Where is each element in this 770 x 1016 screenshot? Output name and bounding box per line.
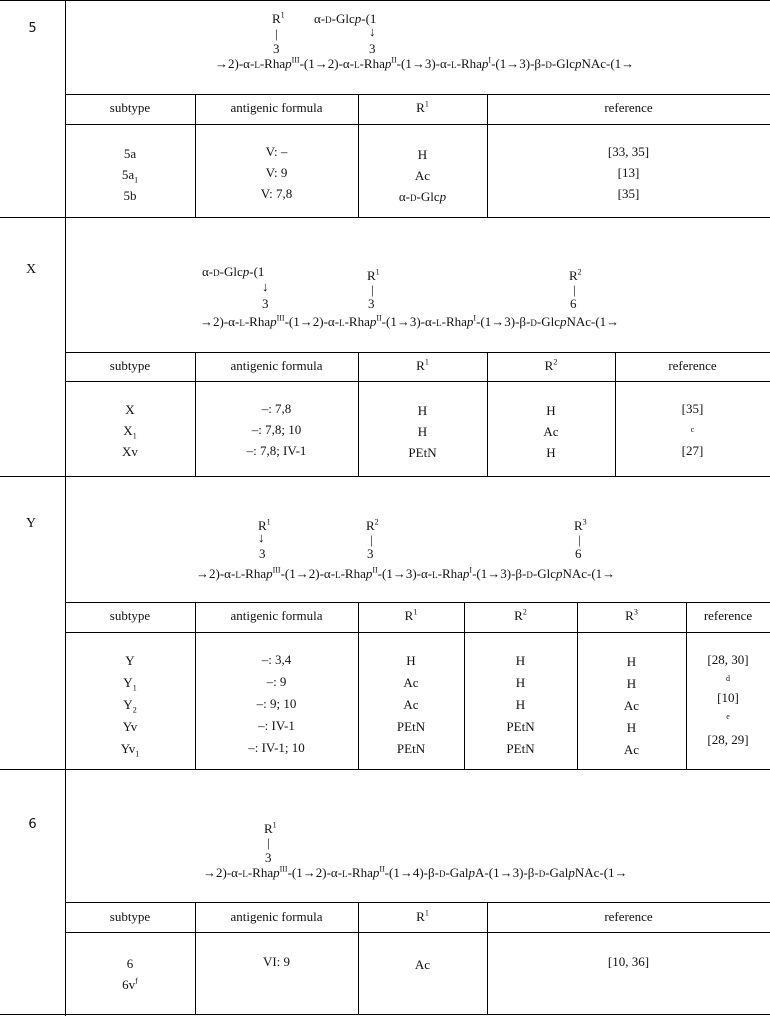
table-cell-reference: [28, 29] (707, 732, 749, 747)
secX-sub-r2: $R^2$ (569, 267, 582, 283)
secX-col-r1 (358, 400, 487, 463)
sec6-header-reference: reference (604, 909, 653, 924)
table-cell-r3: Ac (623, 698, 640, 713)
secY-header-subtype: subtype (109, 608, 151, 623)
footnote-marker: e (726, 712, 730, 721)
secY-col-r2 (464, 650, 577, 760)
secY-sub-r2-position: 3 (367, 546, 374, 561)
secY-col-formula (195, 649, 358, 759)
top-border (0, 0, 770, 1)
secX-col-reference (615, 398, 770, 461)
table-cell-r2: H (546, 403, 556, 418)
secY-sub-r3-connector: | (578, 532, 581, 547)
table-cell-r1: PEtN (396, 741, 426, 756)
table-cell-formula: –: IV-1; 10 (248, 740, 305, 755)
table-row-subtype: $5a_1$ (121, 167, 139, 185)
secX-header-subtype: subtype (109, 358, 151, 373)
sec5-bottom (0, 217, 770, 218)
secX-header-formula: antigenic formula (230, 358, 323, 373)
table-row-subtype: $X_1$ (123, 423, 137, 441)
sec5-col-reference (487, 141, 770, 204)
section-label-6: 6 (28, 817, 37, 832)
secY-sub-r3-position: 6 (575, 546, 582, 561)
table-cell-r3: H (626, 720, 637, 735)
secY-header-r1: $R^1$ (404, 607, 418, 623)
secX-sub-glc-arrow: ↓ (262, 279, 269, 294)
table-cell-r1: H (406, 653, 416, 668)
table-row-subtype: X (125, 402, 135, 417)
section-label-Y: Y (25, 516, 37, 531)
sec6-col-formula: VI: 9 (262, 954, 291, 969)
secX-header-bottom (65, 381, 770, 382)
table-row-subtype: 5b (123, 188, 137, 203)
footnote-marker: c (690, 425, 695, 434)
table-row-subtype: $Y_2$ (123, 697, 137, 715)
table-cell-formula: –: 9; 10 (256, 696, 297, 711)
sec6-header-formula: antigenic formula (230, 909, 323, 924)
table-cell-r1: PEtN (408, 445, 437, 460)
table-row-subtype: Xv (122, 444, 138, 459)
sec5-col-subtype (65, 143, 195, 206)
sec6-header-bottom (65, 932, 770, 933)
sec5-header-bottom (65, 124, 770, 125)
secX-header-r2: $R^2$ (544, 357, 558, 373)
secY-header-r3: $R^3$ (625, 607, 638, 623)
secY-sub-r1-position: 3 (259, 546, 266, 561)
secX-header-reference: reference (668, 358, 717, 373)
table-row-subtype: $6v^f$ (122, 976, 138, 992)
secY-col-subtype (65, 650, 195, 760)
sec6-main-chain: →2)-α-l-Rhap$^{III}$-(1→2)-α-l-Rhap$^{II}$-(1→4)-β-d-GalpA-(1→3)-β-d-GalpNAc-(1→ (203, 864, 628, 880)
table-cell-r1: H (417, 403, 428, 418)
secX-sub-glc-position: 3 (262, 296, 269, 311)
sec6-bottom (0, 1014, 770, 1015)
table-cell-r1: Ac (414, 168, 431, 183)
secY-sub-r3: $R^3$ (574, 517, 587, 533)
secX-header-r1: $R^1$ (416, 357, 429, 373)
table-row-subtype: Yv (122, 719, 138, 734)
table-cell-r1: Ac (403, 697, 419, 712)
table-cell-reference: [35] (617, 186, 640, 201)
secY-sub-r1-arrow: ↓ (258, 530, 265, 545)
table-cell-r1: H (417, 424, 428, 439)
secX-sub-r2-position: 6 (570, 296, 577, 311)
secX-sub-glc: α-d-Glcp-(1 (202, 264, 265, 279)
sec5-header-subtype: subtype (109, 100, 151, 115)
secY-sub-r2: $R^2$ (366, 517, 379, 533)
sec5-sub-r1: $R^1$ (272, 10, 285, 26)
secX-col-formula (195, 398, 358, 461)
table-cell-r1: α-d-Glcp (398, 189, 447, 204)
table-cell-reference: [35] (681, 401, 704, 416)
table-cell-r1: Ac (403, 675, 419, 690)
sec5-col-formula (195, 141, 358, 204)
secY-header-reference: reference (703, 608, 753, 623)
table-cell-formula: –: 7,8 (261, 401, 292, 416)
table-cell-r1: PEtN (396, 719, 426, 734)
table-cell-reference: [33, 35] (607, 144, 650, 159)
table-cell-formula: V: – (265, 144, 288, 159)
secY-col-r3 (577, 651, 686, 761)
secY-header-r2: $R^2$ (514, 607, 527, 623)
sec5-header-formula: antigenic formula (230, 100, 323, 115)
sec5-col-r1 (358, 144, 487, 207)
footnote-marker: d (726, 674, 730, 683)
table-cell-reference: [13] (617, 165, 640, 180)
sec6-sub-r1-connector: | (267, 835, 270, 850)
sec6-col-reference: [10, 36] (607, 954, 650, 969)
sec6-header-subtype: subtype (109, 909, 151, 924)
sec5-sub-glc: α-d-Glcp-(1 (314, 11, 377, 26)
table-cell-r3: H (626, 654, 637, 669)
secX-col-subtype (65, 399, 195, 462)
section-label-5: 5 (28, 21, 37, 36)
secX-sub-r1: $R^1$ (367, 267, 380, 283)
sec6-sub-r1: $R^1$ (264, 820, 277, 836)
sec6-header-top (65, 902, 770, 903)
sec5-header-top (65, 94, 770, 95)
sec5-header-reference: reference (604, 100, 653, 115)
secY-bottom (0, 769, 770, 770)
secY-sub-r1: $R^1$ (258, 517, 271, 533)
sec5-sub-glc-position: 3 (369, 41, 376, 56)
table-cell-r2: H (546, 445, 556, 460)
table-cell-formula: V: 9 (265, 165, 288, 180)
secX-sub-r1-connector: | (371, 282, 374, 297)
table-row-subtype: 5a (123, 146, 137, 161)
table-cell-formula: –: 7,8; 10 (251, 422, 302, 437)
sec6-sub-r1-position: 3 (265, 850, 272, 865)
sec5-header-r1: $R^1$ (416, 99, 429, 115)
table-row-subtype: $Yv_1$ (120, 741, 140, 759)
sec6-col-r1: Ac (414, 957, 431, 972)
secY-col-r1 (358, 650, 464, 760)
secY-col-reference (686, 649, 770, 751)
table-cell-r2: H (515, 675, 526, 690)
secX-header-top (65, 352, 770, 353)
sec5-main-chain: →2)-α-l-Rhap$^{III}$-(1→2)-α-l-Rhap$^{II}$-(1→3)-α-l-Rhap$^I$-(1→3)-β-d-GlcpNAc-(1→ (215, 55, 635, 71)
table-cell-formula: –: IV-1 (258, 718, 295, 733)
table-cell-formula: –: 3,4 (261, 652, 292, 667)
table-cell-formula: V: 7,8 (260, 186, 293, 201)
table-cell-r3: H (626, 676, 637, 691)
sec5-sub-glc-arrow: ↓ (369, 24, 376, 39)
secX-col-r2 (487, 400, 615, 463)
table-cell-r3: Ac (623, 742, 640, 757)
table-cell-r1: H (417, 147, 428, 162)
secY-sub-r2-connector: | (370, 532, 373, 547)
secX-sub-r1-position: 3 (368, 296, 375, 311)
table-cell-reference: [27] (681, 443, 704, 458)
table-row-subtype: Y (125, 653, 135, 668)
table-cell-formula: –: 9 (266, 674, 287, 689)
section-label-X: X (25, 262, 37, 277)
table-cell-r2: H (515, 697, 526, 712)
secY-header-bottom (65, 632, 770, 633)
secX-sub-r2-connector: | (573, 282, 576, 297)
table-cell-r2: Ac (543, 424, 559, 439)
table-cell-reference: [10] (717, 690, 739, 705)
secY-main-chain: →2)-α-l-Rhap$^{III}$-(1→2)-α-l-Rhap$^{II}$-(1→3)-α-l-Rhap$^I$-(1→3)-β-d-GlcpNAc-(1→ (196, 565, 616, 581)
table-cell-reference: [28, 30] (707, 652, 749, 667)
secY-header-top (65, 602, 770, 603)
sec6-header-r1: $R^1$ (416, 908, 429, 924)
table-row-subtype: $Y_1$ (123, 675, 137, 693)
table-row-subtype: 6 (126, 956, 134, 971)
secY-header-formula: antigenic formula (230, 608, 323, 623)
table-cell-r2: H (515, 653, 526, 668)
sec5-sub-r1-connector: | (275, 26, 278, 41)
sec5-sub-r1-position: 3 (273, 41, 280, 56)
table-cell-r2: PEtN (506, 719, 535, 734)
table-cell-r2: PEtN (506, 741, 535, 756)
secX-bottom (0, 476, 770, 477)
table-cell-formula: –: 7,8; IV-1 (246, 443, 307, 458)
sec6-col-subtype (65, 953, 195, 995)
secX-main-chain: →2)-α-l-Rhap$^{III}$-(1→2)-α-l-Rhap$^{II}$-(1→3)-α-l-Rhap$^I$-(1→3)-β-d-GlcpNAc-(1→ (200, 313, 620, 329)
